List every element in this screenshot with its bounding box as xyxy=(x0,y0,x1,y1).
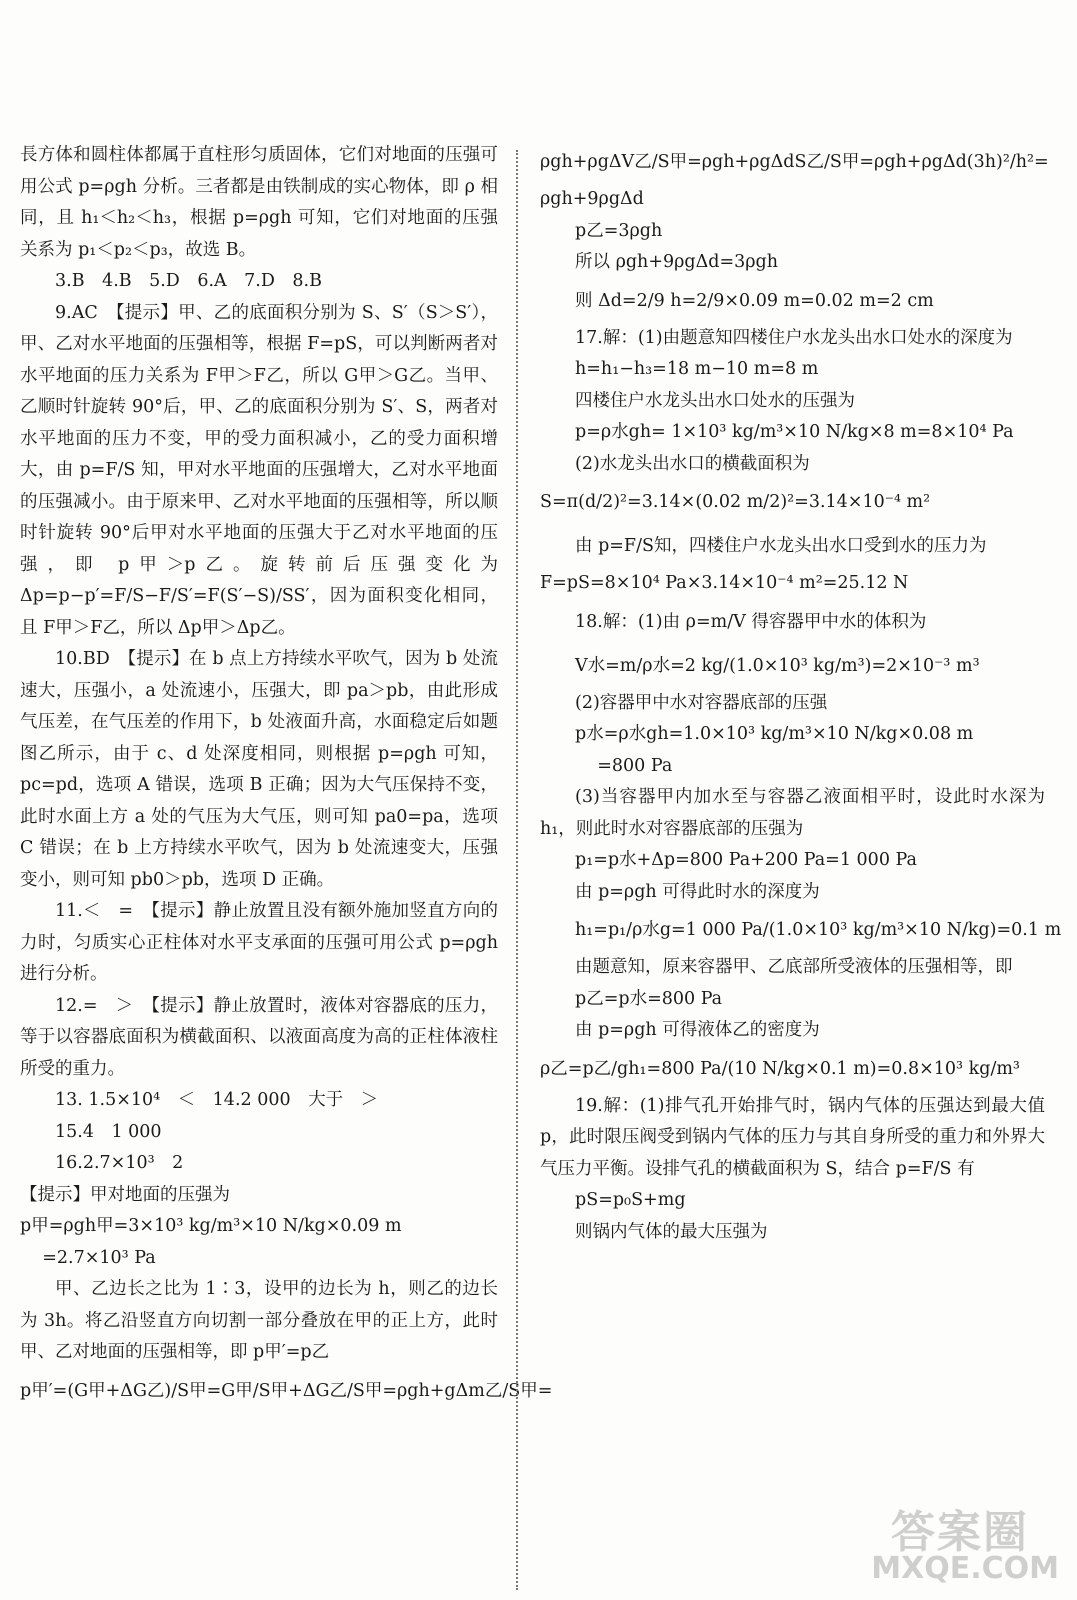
right-paragraph: p乙=p水=800 Pa xyxy=(575,988,723,1009)
right-paragraph: 由 p=F/S知，四楼住户水龙头出水口受到水的压力为 xyxy=(575,536,987,556)
right-paragraph: (3)当容器甲内加水至与容器乙液面相平时，设此时水深为 h₁，则此时水对容器底部的压强为 xyxy=(540,787,1045,839)
left-paragraph: 長方体和圆柱体都属于直柱形匀质固体，它们对地面的压强可用公式 p=ρgh 分析。三者都是由铁制成的实心物体，即 ρ 相同，且 h₁＜h₂＜h₃，根据 p=ρgh 可知，它们对地面的压强关系为 p₁＜p₂＜p₃，故选 B。 xyxy=(20,145,498,260)
left-paragraph: 12.= ＞ 【提示】静止放置时，液体对容器底的压力，等于以容器底面积为横截面积、以液面高度为高的正柱体液柱所受的重力。 xyxy=(20,995,498,1079)
right-paragraph: V水=m/ρ水=2 kg/(1.0×10³ kg/m³)=2×10⁻³ m³ xyxy=(575,655,980,676)
watermark-url: MXQE.COM xyxy=(871,1551,1059,1586)
right-paragraph: 19.解：(1)排气孔开始排气时，锅内气体的压强达到最大值 p，此时限压阀受到锅内气体的压力与其自身所受的重力和外界大气压力平衡。设排气孔的横截面积为 S，结合 p=F/S 有 xyxy=(540,1095,1045,1179)
right-paragraph: 17.解：(1)由题意知四楼住户水龙头出水口处水的深度为 xyxy=(575,327,1013,348)
watermark-title: 答案圈 xyxy=(891,1507,1029,1558)
left-paragraph: p甲′=(G甲+ΔG乙)/S甲=G甲/S甲+ΔG乙/S甲=ρgh+gΔm乙/S甲= xyxy=(20,1380,553,1401)
left-paragraph: 16.2.7×10³ 2 xyxy=(55,1153,184,1173)
right-paragraph: ρgh+ρgΔV乙/S甲=ρgh+ρgΔdS乙/S甲=ρgh+ρgΔd(3h)²/h²= xyxy=(540,152,1049,172)
right-paragraph: ρgh+9ρgΔd xyxy=(540,189,644,209)
left-paragraph: =2.7×10³ Pa xyxy=(20,1247,156,1268)
right-paragraph: 所以 ρgh+9ρgΔd=3ρgh xyxy=(575,252,779,272)
right-paragraph: F=pS=8×10⁴ Pa×3.14×10⁻⁴ m²=25.12 N xyxy=(540,573,909,593)
right-paragraph: =800 Pa xyxy=(575,755,673,776)
right-paragraph: S=π(d/2)²=3.14×(0.02 m/2)²=3.14×10⁻⁴ m² xyxy=(540,492,931,512)
left-paragraph: 13. 1.5×10⁴ ＜ 14.2 000 大于 ＞ xyxy=(55,1090,379,1110)
right-paragraph: h=h₁−h₃=18 m−10 m=8 m xyxy=(575,359,819,379)
left-paragraph: 甲、乙边长之比为 1∶3，设甲的边长为 h，则乙的边长为 3h。将乙沿竖直方向切割一部分叠放在甲的正上方，此时甲、乙对地面的压强相等，即 p甲′=p乙 xyxy=(20,1279,498,1362)
right-paragraph: 则锅内气体的最大压强为 xyxy=(575,1221,768,1242)
right-paragraph: 18.解：(1)由 ρ=m/V 得容器甲中水的体积为 xyxy=(575,611,927,632)
right-paragraph: (2)水龙头出水口的横截面积为 xyxy=(575,453,810,474)
left-paragraph: 15.4 1 000 xyxy=(55,1121,162,1142)
right-paragraph: (2)容器甲中水对容器底部的压强 xyxy=(575,692,828,713)
watermark-logo xyxy=(859,1496,1059,1586)
left-paragraph: 10.BD 【提示】在 b 点上方持续水平吹气，因为 b 处流速大，压强小，a 处流速小，压强大，即 pa＞pb，由此形成气压差，在气压差的作用下，b 处液面升高，水面稳定后如题图乙所示，由于 c、d 处深度相同，则根据 p=ρgh 可知，pc=pd，选项 A 错误，选项 B 正确；因为大气压保持不变，此时水面上方 a 处的气压为大气压，则可知 pa0=pa，选项 C 错误；在 b 上方持续水平吹气，因为 b 处流速变大，压强变小，则可知 pb0＞pb，选项 D 正确。 xyxy=(20,649,498,890)
right-paragraph: 由 p=ρgh 可得液体乙的密度为 xyxy=(575,1020,820,1040)
column-divider xyxy=(516,150,518,1590)
left-paragraph: 9.AC 【提示】甲、乙的底面积分别为 S、S′（S＞S′），甲、乙对水平地面的压强相等，根据 F=pS，可以判断两者对水平地面的压力关系为 F甲＞F乙，所以 G甲＞G乙。当甲、乙顺时针旋转 90°后，甲、乙的底面积分别为 S′、S，两者对水平地面的压力不变，甲的受力面积减小，乙的受力面积增大，由 p=F/S 知，甲对水平地面的压强增大，乙对水平地面的压强减小。由于原来甲、乙对水平地面的压强相等，所以顺时针旋转 90°后甲对水平地面的压强大于乙对水平地面的压强，即 p甲＞p乙。旋转前后压强变化为Δp=p−p′=F/S−F/S′=F(S′−S)/SS′，因为面积变化相同，且 F甲＞F乙，所以 Δp甲＞Δp乙。 xyxy=(20,302,498,638)
right-paragraph: p₁=p水+Δp=800 Pa+200 Pa=1 000 Pa xyxy=(575,850,917,870)
right-paragraph: 由题意知，原来容器甲、乙底部所受液体的压强相等，即 xyxy=(575,957,1013,977)
right-paragraph: p水=ρ水gh=1.0×10³ kg/m³×10 N/kg×0.08 m xyxy=(575,724,974,744)
left-paragraph: 11.＜ = 【提示】静止放置且没有额外施加竖直方向的力时，匀质实心正柱体对水平支承面的压强可用公式 p=ρgh 进行分析。 xyxy=(20,901,498,984)
right-paragraph: 由 p=ρgh 可得此时水的深度为 xyxy=(575,881,820,902)
right-paragraph: p乙=3ρgh xyxy=(575,220,663,241)
right-paragraph: ρ乙=p乙/gh₁=800 Pa/(10 N/kg×0.1 m)=0.8×10³ kg/m³ xyxy=(540,1058,1020,1079)
right-paragraph: 则 Δd=2/9 h=2/9×0.09 m=0.02 m=2 cm xyxy=(575,290,934,311)
right-paragraph: 四楼住户水龙头出水口处水的压强为 xyxy=(575,390,855,411)
left-paragraph: 3.B 4.B 5.D 6.A 7.D 8.B xyxy=(55,271,322,291)
left-paragraph: 【提示】甲对地面的压强为 xyxy=(20,1184,230,1205)
right-column xyxy=(540,140,1062,1248)
right-paragraph: pS=p₀S+mg xyxy=(575,1190,686,1210)
left-column xyxy=(20,140,553,1413)
right-paragraph: h₁=p₁/ρ水g=1 000 Pa/(1.0×10³ kg/m³×10 N/kg)=0.1 m xyxy=(575,920,1062,940)
right-paragraph: p=ρ水gh= 1×10³ kg/m³×10 N/kg×8 m=8×10⁴ Pa xyxy=(575,422,1014,442)
left-paragraph: p甲=ρgh甲=3×10³ kg/m³×10 N/kg×0.09 m xyxy=(20,1216,402,1236)
